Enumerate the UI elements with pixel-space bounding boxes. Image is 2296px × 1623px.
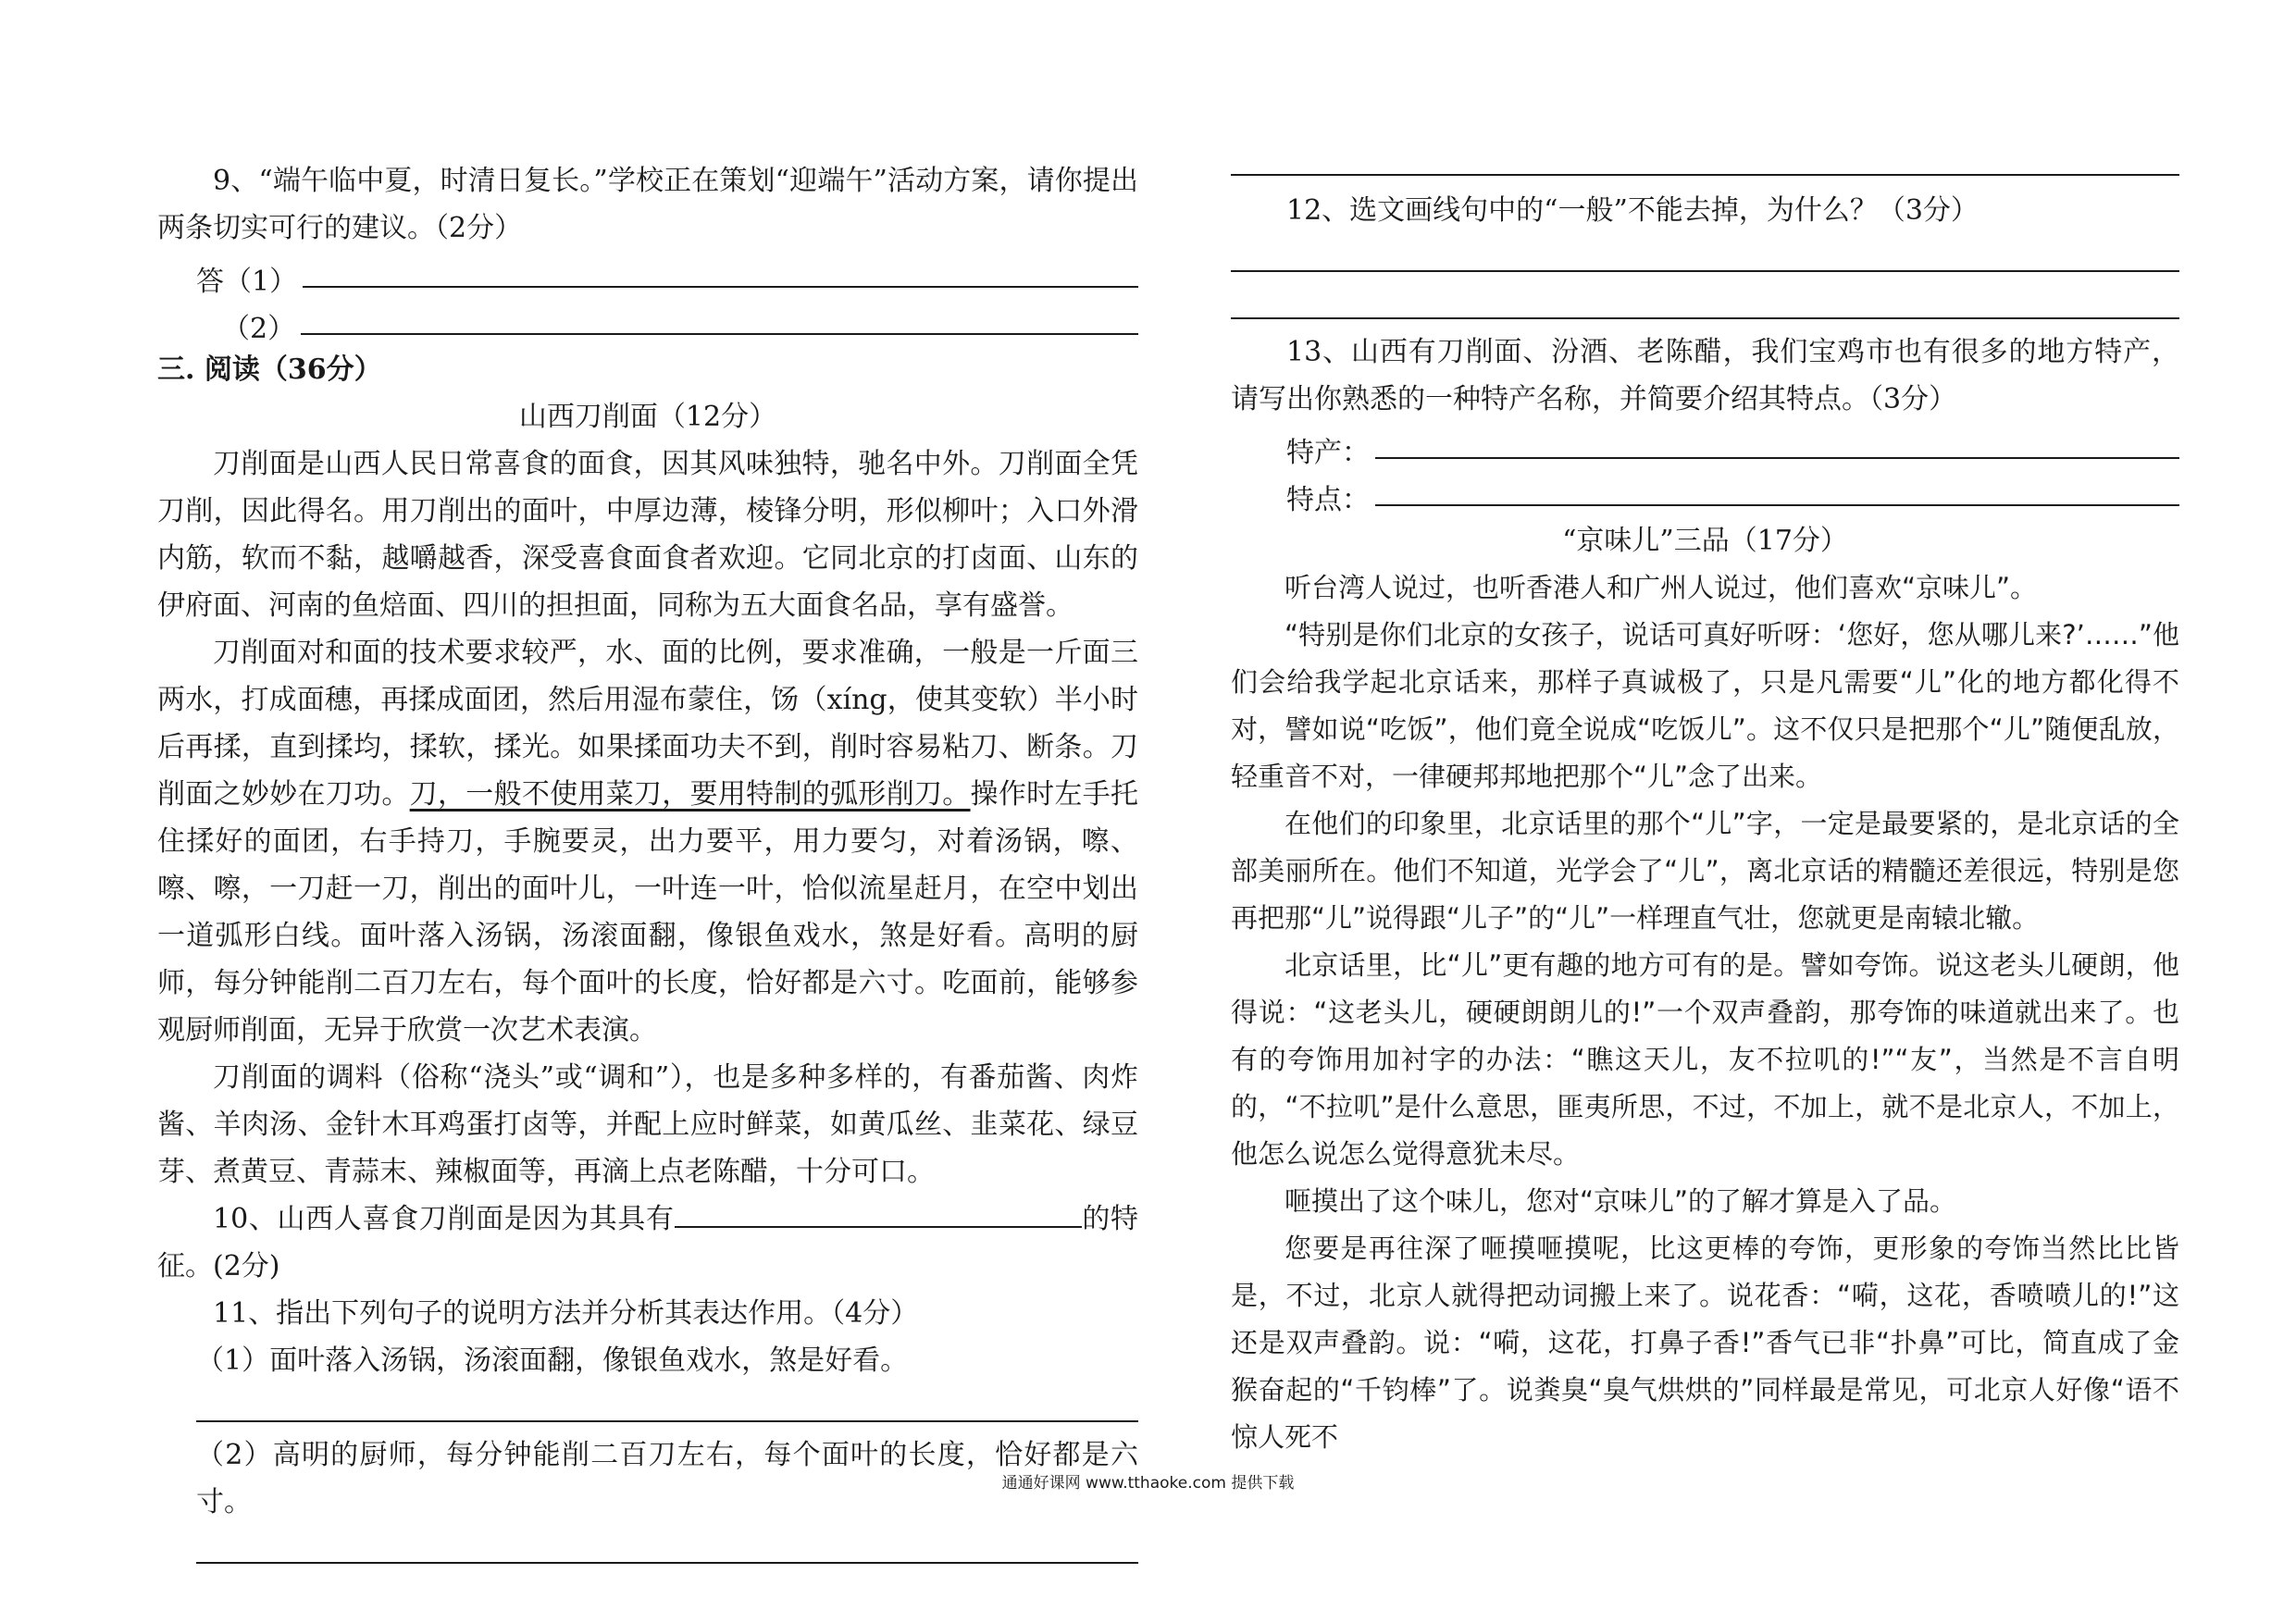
article-1-paragraph-3: 刀削面的调料（俗称“浇头”或“调和”），也是多种多样的，有番茄酱、肉炸酱、羊肉汤、金针木耳鸡蛋打卤等，并配上应时鲜菜，如黄瓜丝、韭菜花、绿豆芽、煮黄豆、青蒜末、辣椒面等，再滴上点老陈醋，十分可口。 [157,1061,1138,1188]
left-column [157,157,1138,1573]
question-11: 11、指出下列句子的说明方法并分析其表达作用。（4分） [213,1297,919,1330]
q13-specialty-row[interactable] [1231,423,2179,470]
underlined-sentence: 刀，一般不使用菜刀，要用特制的弧形削刀。 [409,778,971,811]
question-11-1: （1）面叶落入汤锅，汤滚面翻，像银鱼戏水，煞是好看。 [196,1344,909,1377]
q10-text-b: 的特征。(2分) [157,1203,1138,1282]
q13-feature-label: 特点： [1286,484,1370,516]
question-11-2: （2）高明的厨师，每分钟能削二百刀左右，每个面叶的长度，恰好都是六寸。 [196,1439,1138,1518]
q10-blank[interactable] [675,1198,1082,1228]
question-13: 13、山西有刀削面、汾酒、老陈醋，我们宝鸡市也有很多的地方特产，请写出你熟悉的一种特产名称，并简要介绍其特点。（3分） [1231,336,2179,415]
article-2-paragraph-2: “特别是你们北京的女孩子，说话可真好听呀：‘您好，您从哪儿来?’……”他们会给我学起北京话来，那样子真诚极了，只是凡需要“儿”化的地方都化得不对，譬如说“吃饭”，他们竟全说成“吃饭儿”。这不仅只是把那个“儿”随便乱放，轻重音不对，一律硬邦邦地把那个“儿”念了出来。 [1231,619,2179,792]
answer-line[interactable] [1375,457,2179,459]
q9-answer-2[interactable] [157,299,1138,346]
q9-answer-2-label: （2） [222,313,296,345]
q10-text-a: 10、山西人喜食刀削面是因为其具有 [213,1203,675,1235]
article-2-paragraph-6: 您要是再往深了咂摸咂摸呢，比这更棒的夸饰，更形象的夸饰当然比比皆是，不过，北京人就得把动词搬上来了。说花香：“嗬，这花，香喷喷儿的!”这还是双声叠韵。说：“嗬，这花，打鼻子香!”香气已非“扑鼻”可比，简直成了金猴奋起的“千钧棒”了。说粪臭“臭气烘烘的”同样最是常见，可北京人好像“语不惊人死不 [1231,1233,2179,1453]
q13-specialty-label: 特产： [1286,437,1370,469]
q9-answer-1-label: 答（1） [196,266,298,298]
article-2-paragraph-4: 北京话里，比“儿”更有趣的地方可有的是。譬如夸饰。说这老头儿硬朗，他得说：“这老头儿，硬硬朗朗儿的!”一个双声叠韵，那夸饰的味道就出来了。也有的夸饰用加衬字的办法：“瞧这天儿，友不拉叽的!”“友”，当然是不言自明的，“不拉叽”是什么意思，匪夷所思，不过，不加上，就不是北京人，不加上，他怎么说怎么觉得意犹未尽。 [1231,949,2179,1170]
section-3-title: 三. 阅读（36分） [157,353,382,386]
article-2-paragraph-1: 听台湾人说过，也听香港人和广州人说过，他们喜欢“京味儿”。 [1285,572,2038,603]
question-10 [157,1196,1138,1290]
q11-continued-answer-line[interactable] [1231,139,2179,176]
question-9: 9、“端午临中夏，时清日复长。”学校正在策划“迎端午”活动方案，请你提出两条切实可行的建议。（2分） [157,165,1138,244]
q9-answer-1[interactable] [157,252,1138,299]
right-column [1231,139,2179,1461]
answer-line[interactable] [303,286,1138,288]
article-1-paragraph-2 [157,629,1138,1054]
article-1-paragraph-1: 刀削面是山西人民日常喜食的面食，因其风味独特，驰名中外。刀削面全凭刀削，因此得名。用刀削出的面叶，中厚边薄，棱锋分明，形似柳叶；入口外滑内筋，软而不黏，越嚼越香，深受喜食面食者欢迎。它同北京的打卤面、山东的伊府面、河南的鱼焙面、四川的担担面，同称为五大面食名品，享有盛誉。 [157,448,1138,622]
q11-1-answer-line[interactable] [196,1384,1138,1431]
paragraph-2-text-a: 刀削面对和面的技术要求较严，水、面的比例，要求准确，一般是一斤面三两水，打成面穗，再揉成面团，然后用湿布蒙住，饧（xíng，使其变软）半小时后再揉，直到揉均，揉软，揉光。如果揉面功夫不到，削时容易粘刀、断条。刀削面之妙妙在刀功。 [157,637,1138,811]
page-footer: 通通好课网 www.tthaoke.com 提供下载 [1001,1474,1295,1493]
question-12: 12、选文画线句中的“一般”不能去掉，为什么？（3分） [1286,194,1979,227]
paragraph-2-text-b: 操作时左手托住揉好的面团，右手持刀，手腕要灵，出力要平，用力要匀，对着汤锅，嚓、嚓、嚓，一刀赶一刀，削出的面叶儿，一叶连一叶，恰似流星赶月，在空中划出一道弧形白线。面叶落入汤锅，汤滚面翻，像银鱼戏水，煞是好看。高明的厨师，每分钟能削二百刀左右，每个面叶的长度，恰好都是六寸。吃面前，能够参观厨师削面，无异于欣赏一次艺术表演。 [157,778,1139,1047]
article-2-paragraph-3: 在他们的印象里，北京话里的那个“儿”字，一定是最要紧的，是北京话的全部美丽所在。他们不知道，光学会了“儿”，离北京话的精髓还差很远，特别是您再把那“儿”说得跟“儿子”的“儿”一样理直气壮，您就更是南辕北辙。 [1231,808,2179,934]
answer-line[interactable] [1375,504,2179,506]
q13-feature-row[interactable] [1231,470,2179,517]
q11-2-answer-line[interactable] [196,1526,1138,1573]
q12-answer-line-2[interactable] [1231,281,2179,328]
article-2-paragraph-5: 咂摸出了这个味儿，您对“京味儿”的了解才算是入了品。 [1285,1185,1957,1217]
answer-line[interactable] [301,333,1138,335]
article-2-title: “京味儿”三品（17分） [1562,525,1848,557]
q12-answer-line-1[interactable] [1231,234,2179,281]
article-1-title: 山西刀削面（12分） [518,401,777,433]
